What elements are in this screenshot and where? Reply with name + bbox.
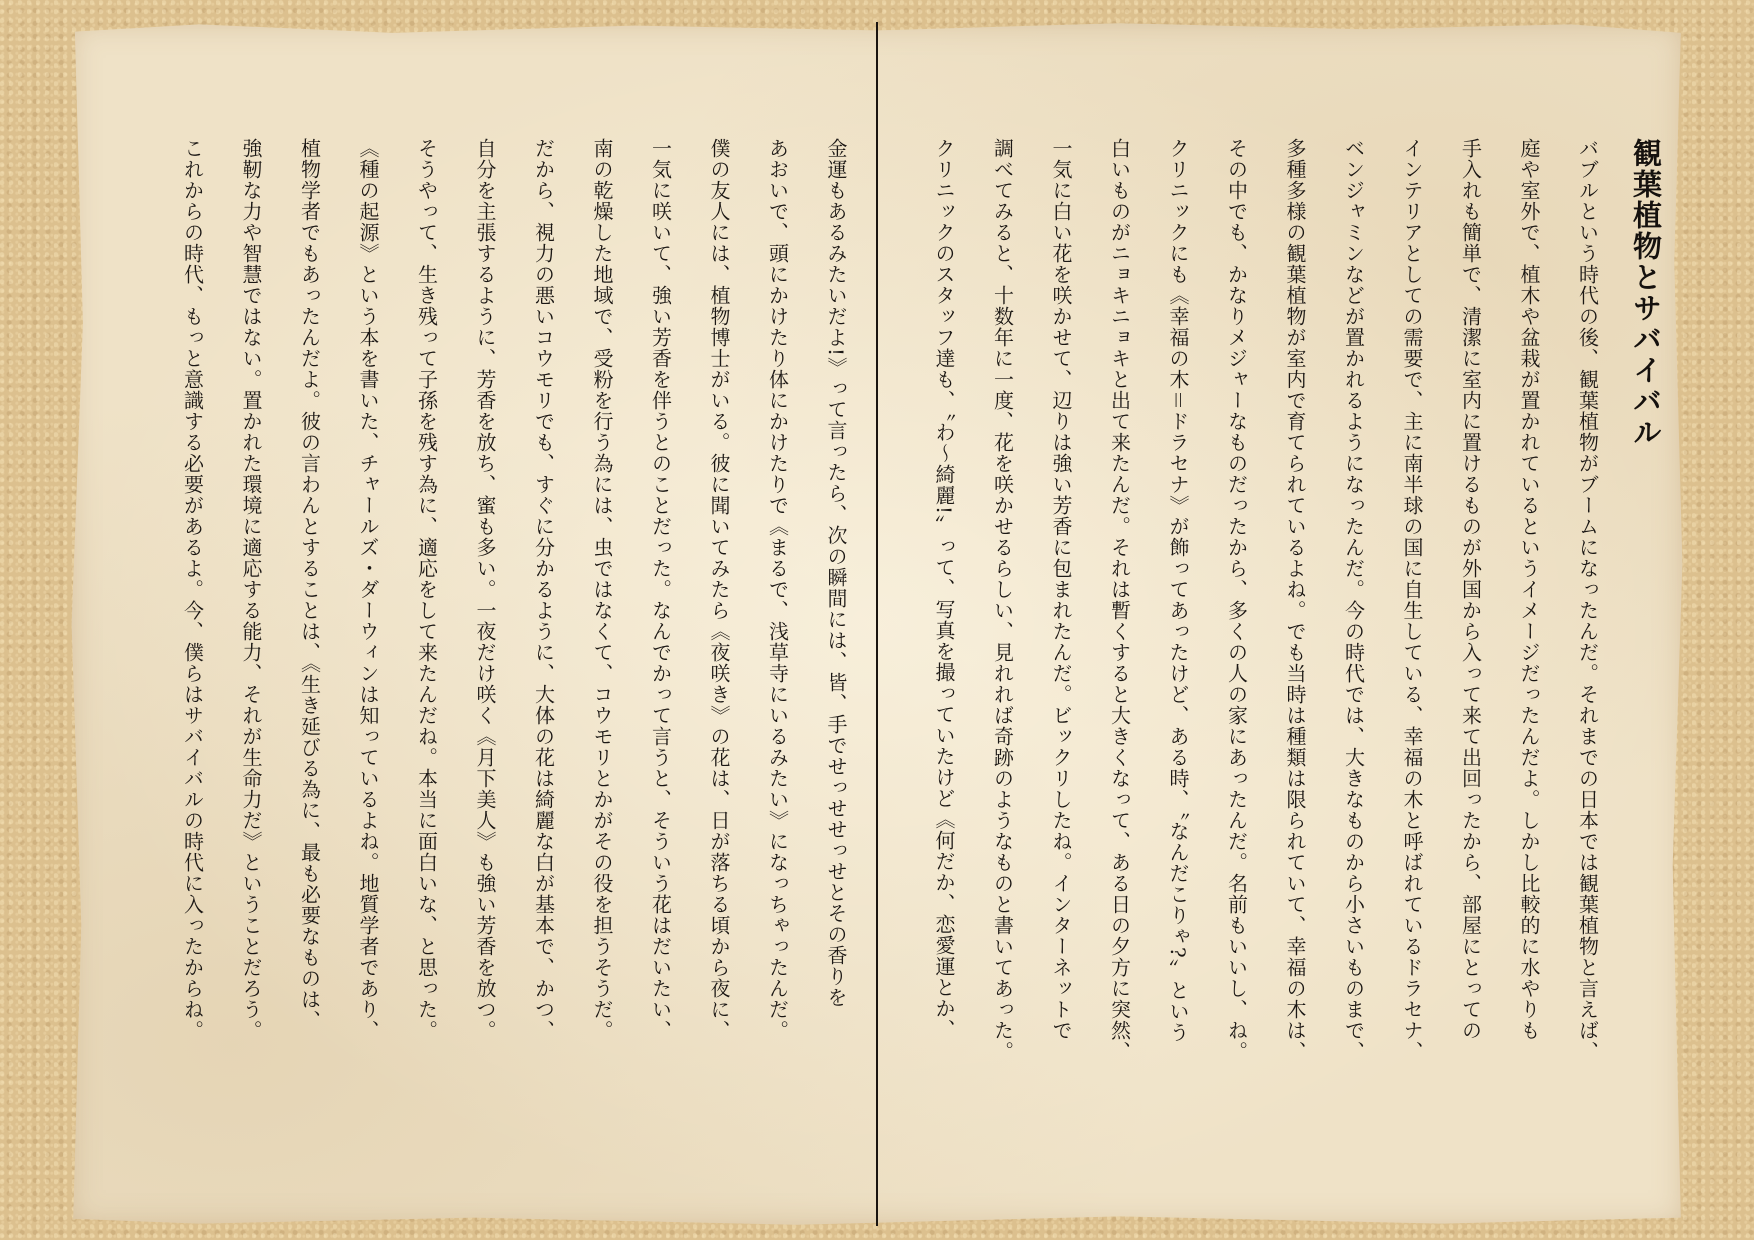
text-column: クリニックにも《幸福の木＝ドラセナ》が飾ってあったけど、ある時、〝なんだこりゃ?〟という	[1166, 138, 1190, 1043]
text-column: 調べてみると、十数年に一度、花を咲かせるらしい、見れれば奇跡のようなものと書いてあった。	[990, 138, 1015, 1062]
text-column: 手入れも簡単で、清潔に室内に置けるものが外国から入って来て出回ったから、部屋にとっての	[1458, 138, 1483, 1041]
page-title: 観葉植物とサバイバル	[1629, 138, 1663, 448]
text-column: バブルという時代の後、観葉植物がブームになったんだ。それまでの日本では観葉植物と言えば、	[1575, 138, 1600, 1062]
page-divider	[876, 22, 878, 1226]
text-column: 《種の起源》という本を書いた、チャールズ・ダーウィンは知っているよね。地質学者であり、	[356, 138, 380, 1041]
text-column: その中でも、かなりメジャーなものだったから、多くの人の家にあったんだ。名前もいいし、ね。	[1224, 138, 1249, 1062]
text-column: そうやって、生き残って子孫を残す為に、適応をして来たんだね。本当に面白いな、と思った。	[414, 138, 439, 1041]
text-column: 南の乾燥した地域で、受粉を行う為には、虫ではなくて、コウモリとかがその役を担うそうだ。	[590, 138, 614, 1041]
text-column: 一気に白い花を咲かせて、辺りは強い芳香に包まれたんだ。ビックリしたね。インターネットで	[1049, 138, 1073, 1041]
text-column: だから、視力の悪いコウモリでも、すぐに分かるように、大体の花は綺麗な白が基本で、かつ、	[531, 138, 556, 1041]
text-column: 植物学者でもあったんだよ。彼の言わんとすることは、《生き延びる為に、最も必要なものは、	[297, 138, 322, 1031]
left-page	[170, 138, 865, 1138]
right-page	[895, 138, 1675, 1138]
text-column: 僕の友人には、植物博士がいる。彼に聞いてみたら《夜咲き》の花は、日が落ちる頃から夜に、	[707, 138, 731, 1041]
text-column: インテリアとしての需要で、主に南半球の国に自生している、幸福の木と呼ばれているドラセナ、	[1400, 138, 1424, 1062]
text-column: ベンジャミンなどが置かれるようになったんだ。今の時代では、大きなものから小さいものまで、	[1341, 138, 1366, 1062]
text-column: 強靭な力や智慧ではない。置かれた環境に適応する能力、それが生命力だ》ということだろう。	[239, 138, 263, 1041]
text-column: これからの時代、もっと意識する必要があるよ。今、僕らはサバイバルの時代に入ったからね。	[180, 138, 205, 1041]
text-column: あおいで、頭にかけたり体にかけたりで《まるで、浅草寺にいるみたい》になっちゃったんだ。	[765, 138, 790, 1041]
text-column: 庭や室外で、植木や盆栽が置かれているというイメージだったんだよ。しかし比較的に水やりも	[1517, 138, 1541, 1041]
text-column: 金運もあるみたいだよ!》って言ったら、次の瞬間には、皆、手でせっせせっせとその香りを	[824, 138, 848, 1009]
text-column: 白いものがニョキニョキと出て来たんだ。それは暫くすると大きくなって、ある日の夕方に突然、	[1107, 138, 1132, 1062]
text-column: 自分を主張するように、芳香を放ち、蜜も多い。一夜だけ咲く《月下美人》も強い芳香を放つ。	[473, 138, 497, 1041]
text-column: 多種多様の観葉植物が室内で育てられているよね。でも当時は種類は限られていて、幸福の木は、	[1283, 138, 1307, 1062]
text-column: 一気に咲いて、強い芳香を伴うとのことだった。なんでかって言うと、そういう花はだいたい、	[648, 138, 673, 1041]
text-column: クリニックのスタッフ達も、〝わ〜綺麗!〟って、写真を撮っていたけど《何だか、恋愛運とか、	[932, 138, 956, 1041]
